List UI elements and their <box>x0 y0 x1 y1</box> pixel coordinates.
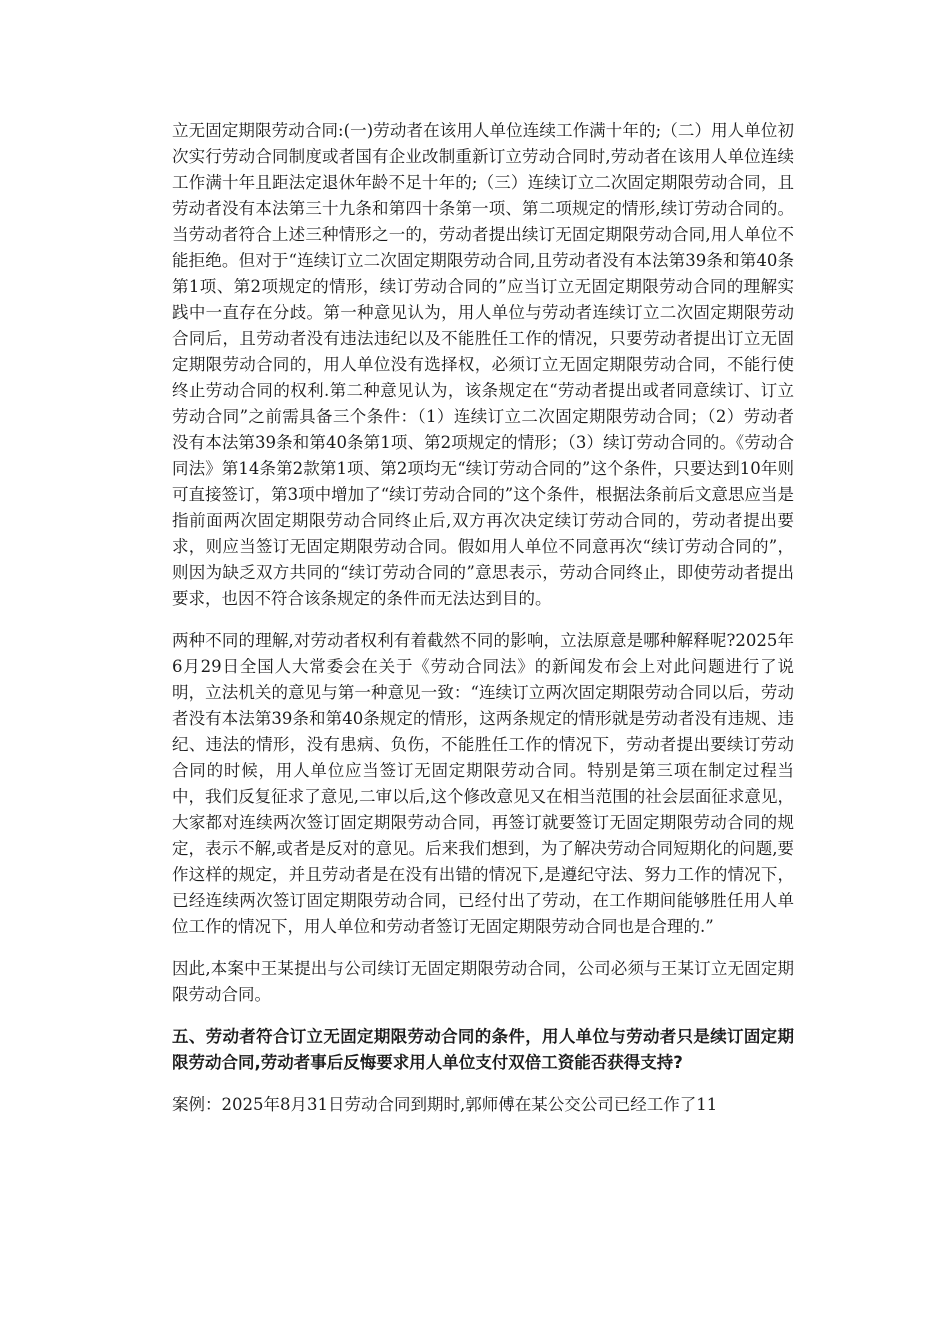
section-heading: 五、劳动者符合订立无固定期限劳动合同的条件，用人单位与劳动者只是续订固定期限劳动合同,劳动者事后反悔要求用人单位支付双倍工资能否获得支持? <box>172 1027 794 1072</box>
body-paragraph-3: 因此,本案中王某提出与公司续订无固定期限劳动合同，公司必须与王某订立无固定期限劳动合同。 <box>172 959 794 1004</box>
document-page <box>172 118 794 1134</box>
case-paragraph: 案例：2025年8月31日劳动合同到期时,郭师傅在某公交公司已经工作了11 <box>172 1095 718 1114</box>
body-paragraph-2: 两种不同的理解,对劳动者权利有着截然不同的影响，立法原意是哪种解释呢?2025年6月29日全国人大常委会在关于《劳动合同法》的新闻发布会上对此问题进行了说明，立法机关的意见与第一种意见一致：“连续订立两次固定期限劳动合同以后，劳动者没有本法第39条和第40条规定的情形，这两条规定的情形就是劳动者没有违规、违纪、违法的情形，没有患病、负伤，不能胜任工作的情况下，劳动者提出要续订劳动合同的时候，用人单位应当签订无固定期限劳动合同。特别是第三项在制定过程当中，我们反复征求了意见,二审以后,这个修改意见又在相当范围的社会层面征求意见，大家都对连续两次签订固定期限劳动合同，再签订就要签订无固定期限劳动合同的规定，表示不解,或者是反对的意见。后来我们想到，为了解决劳动合同短期化的问题,要作这样的规定，并且劳动者是在没有出错的情况下,是遵纪守法、努力工作的情况下，已经连续两次签订固定期限劳动合同，已经付出了劳动，在工作期间能够胜任用人单位工作的情况下，用人单位和劳动者签订无固定期限劳动合同也是合理的.” <box>172 631 794 936</box>
body-paragraph-1: 立无固定期限劳动合同:(一)劳动者在该用人单位连续工作满十年的;（二）用人单位初次实行劳动合同制度或者国有企业改制重新订立劳动合同时,劳动者在该用人单位连续工作满十年且距法定退休年龄不足十年的;（三）连续订立二次固定期限劳动合同，且劳动者没有本法第三十九条和第四十条第一项、第二项规定的情形,续订劳动合同的。当劳动者符合上述三种情形之一的，劳动者提出续订无固定期限劳动合同,用人单位不能拒绝。但对于“连续订立二次固定期限劳动合同,且劳动者没有本法第39条和第40条第1项、第2项规定的情形，续订劳动合同的”应当订立无固定期限劳动合同的理解实践中一直存在分歧。第一种意见认为，用人单位与劳动者连续订立二次固定期限劳动合同后，且劳动者没有违法违纪以及不能胜任工作的情况，只要劳动者提出订立无固定期限劳动合同的，用人单位没有选择权，必须订立无固定期限劳动合同，不能行使终止劳动合同的权利.第二种意见认为，该条规定在“劳动者提出或者同意续订、订立劳动合同”之前需具备三个条件：（1）连续订立二次固定期限劳动合同；（2）劳动者没有本法第39条和第40条第1项、第2项规定的情形；（3）续订劳动合同的。《劳动合同法》第14条第2款第1项、第2项均无“续订劳动合同的”这个条件，只要达到10年则可直接签订，第3项中增加了“续订劳动合同的”这个条件，根据法条前后文意思应当是指前面两次固定期限劳动合同终止后,双方再次决定续订劳动合同的，劳动者提出要求，则应当签订无固定期限劳动合同。假如用人单位不同意再次“续订劳动合同的”，则因为缺乏双方共同的“续订劳动合同的”意思表示，劳动合同终止，即使劳动者提出要求，也因不符合该条规定的条件而无法达到目的。 <box>172 121 794 608</box>
